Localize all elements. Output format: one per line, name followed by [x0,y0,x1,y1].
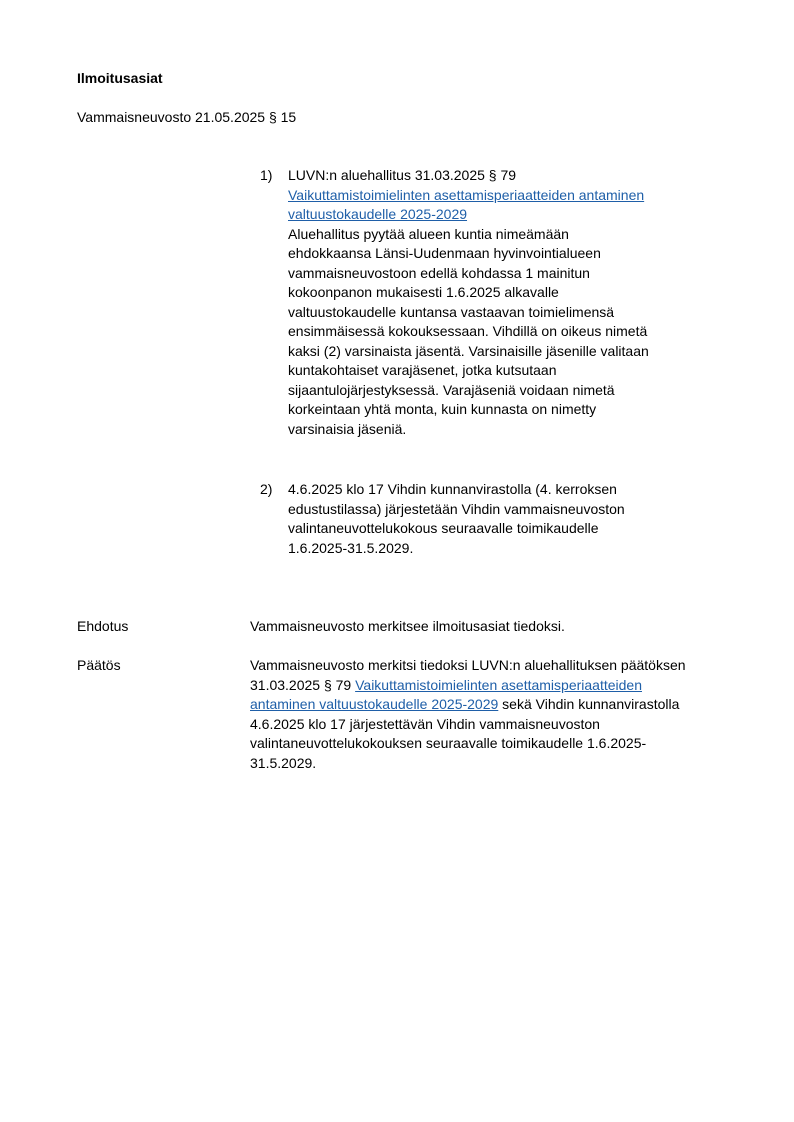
paatos-line: valintaneuvottelukokouksen seuraavalle toimikaudelle 1.6.2025- [250,735,647,751]
list-item-text: ehdokkaansa Länsi-Uudenmaan hyvinvointialueen [288,245,601,261]
list-item-text: kuntakohtaiset varajäsenet, jotka kutsutaan [288,362,557,378]
list-item-text: ensimmäisessä kokouksessaan. Vihdillä on oikeus nimetä [288,323,648,339]
list-item-body [288,166,700,439]
list-item-number: 1) [260,167,273,183]
list-item-text: 4.6.2025 klo 17 Vihdin kunnanvirastolla (4. kerroksen [288,481,617,497]
ehdotus-label: Ehdotus [77,618,129,634]
list-item-text: edustustilassa) järjestetään Vihdin vammaisneuvoston [288,500,625,517]
paatos-line [250,695,720,715]
paatos-text [250,656,720,773]
list-item-text: Aluehallitus pyytää alueen kuntia nimeämään [288,225,569,242]
list-item-number: 2) [260,481,273,497]
section-heading: Ilmoitusasiat [77,70,163,86]
list-item-text: valintaneuvottelukokous seuraavalle toimikaudelle [288,520,599,536]
paatos-label: Päätös [77,657,121,673]
paatos-line: 4.6.2025 klo 17 järjestettävän Vihdin vammaisneuvoston [250,715,600,732]
list-item-text: sijaantulojärjestyksessä. Varajäseniä voidaan nimetä [288,381,615,398]
decision-link[interactable]: Vaikuttamistoimielinten asettamisperiaatteiden antaminen [288,186,645,203]
paatos-line [250,676,720,696]
paatos-line-text: 31.03.2025 § 79 [250,676,356,693]
list-item [260,480,700,558]
paatos-line: 31.5.2029. [250,754,317,771]
list-item [260,166,700,439]
list-item-text: vammaisneuvostoon edellä kohdassa 1 mainitun [288,264,590,281]
paatos-decision-link[interactable]: Vaikuttamistoimielinten asettamisperiaatteiden [355,676,642,693]
list-item-text: korkeintaan yhtä monta, kuin kunnasta on nimetty [288,401,597,417]
paatos-line-text: sekä Vihdin kunnanvirastolla [498,696,680,712]
list-item-text: varsinaisia jäseniä. [288,420,407,437]
list-item-body [288,480,700,558]
paatos-decision-link-continued[interactable]: antaminen valtuustokaudelle 2025-2029 [250,696,499,712]
list-item-text: 1.6.2025-31.5.2029. [288,539,414,556]
decision-link-continued[interactable]: valtuustokaudelle 2025-2029 [288,206,468,222]
ehdotus-text: Vammaisneuvosto merkitsee ilmoitusasiat tiedoksi. [250,618,565,634]
list-item-text: kaksi (2) varsinaista jäsentä. Varsinaisille jäsenille valitaan [288,342,649,359]
list-item-title: LUVN:n aluehallitus 31.03.2025 § 79 [288,167,517,183]
list-item-text: valtuustokaudelle kuntansa vastaavan toimielimensä [288,303,615,320]
paatos-line: Vammaisneuvosto merkitsi tiedoksi LUVN:n aluehallituksen päätöksen [250,657,686,673]
meeting-reference: Vammaisneuvosto 21.05.2025 § 15 [77,109,297,125]
list-item-text: kokoonpanon mukaisesti 1.6.2025 alkavalle [288,284,559,300]
